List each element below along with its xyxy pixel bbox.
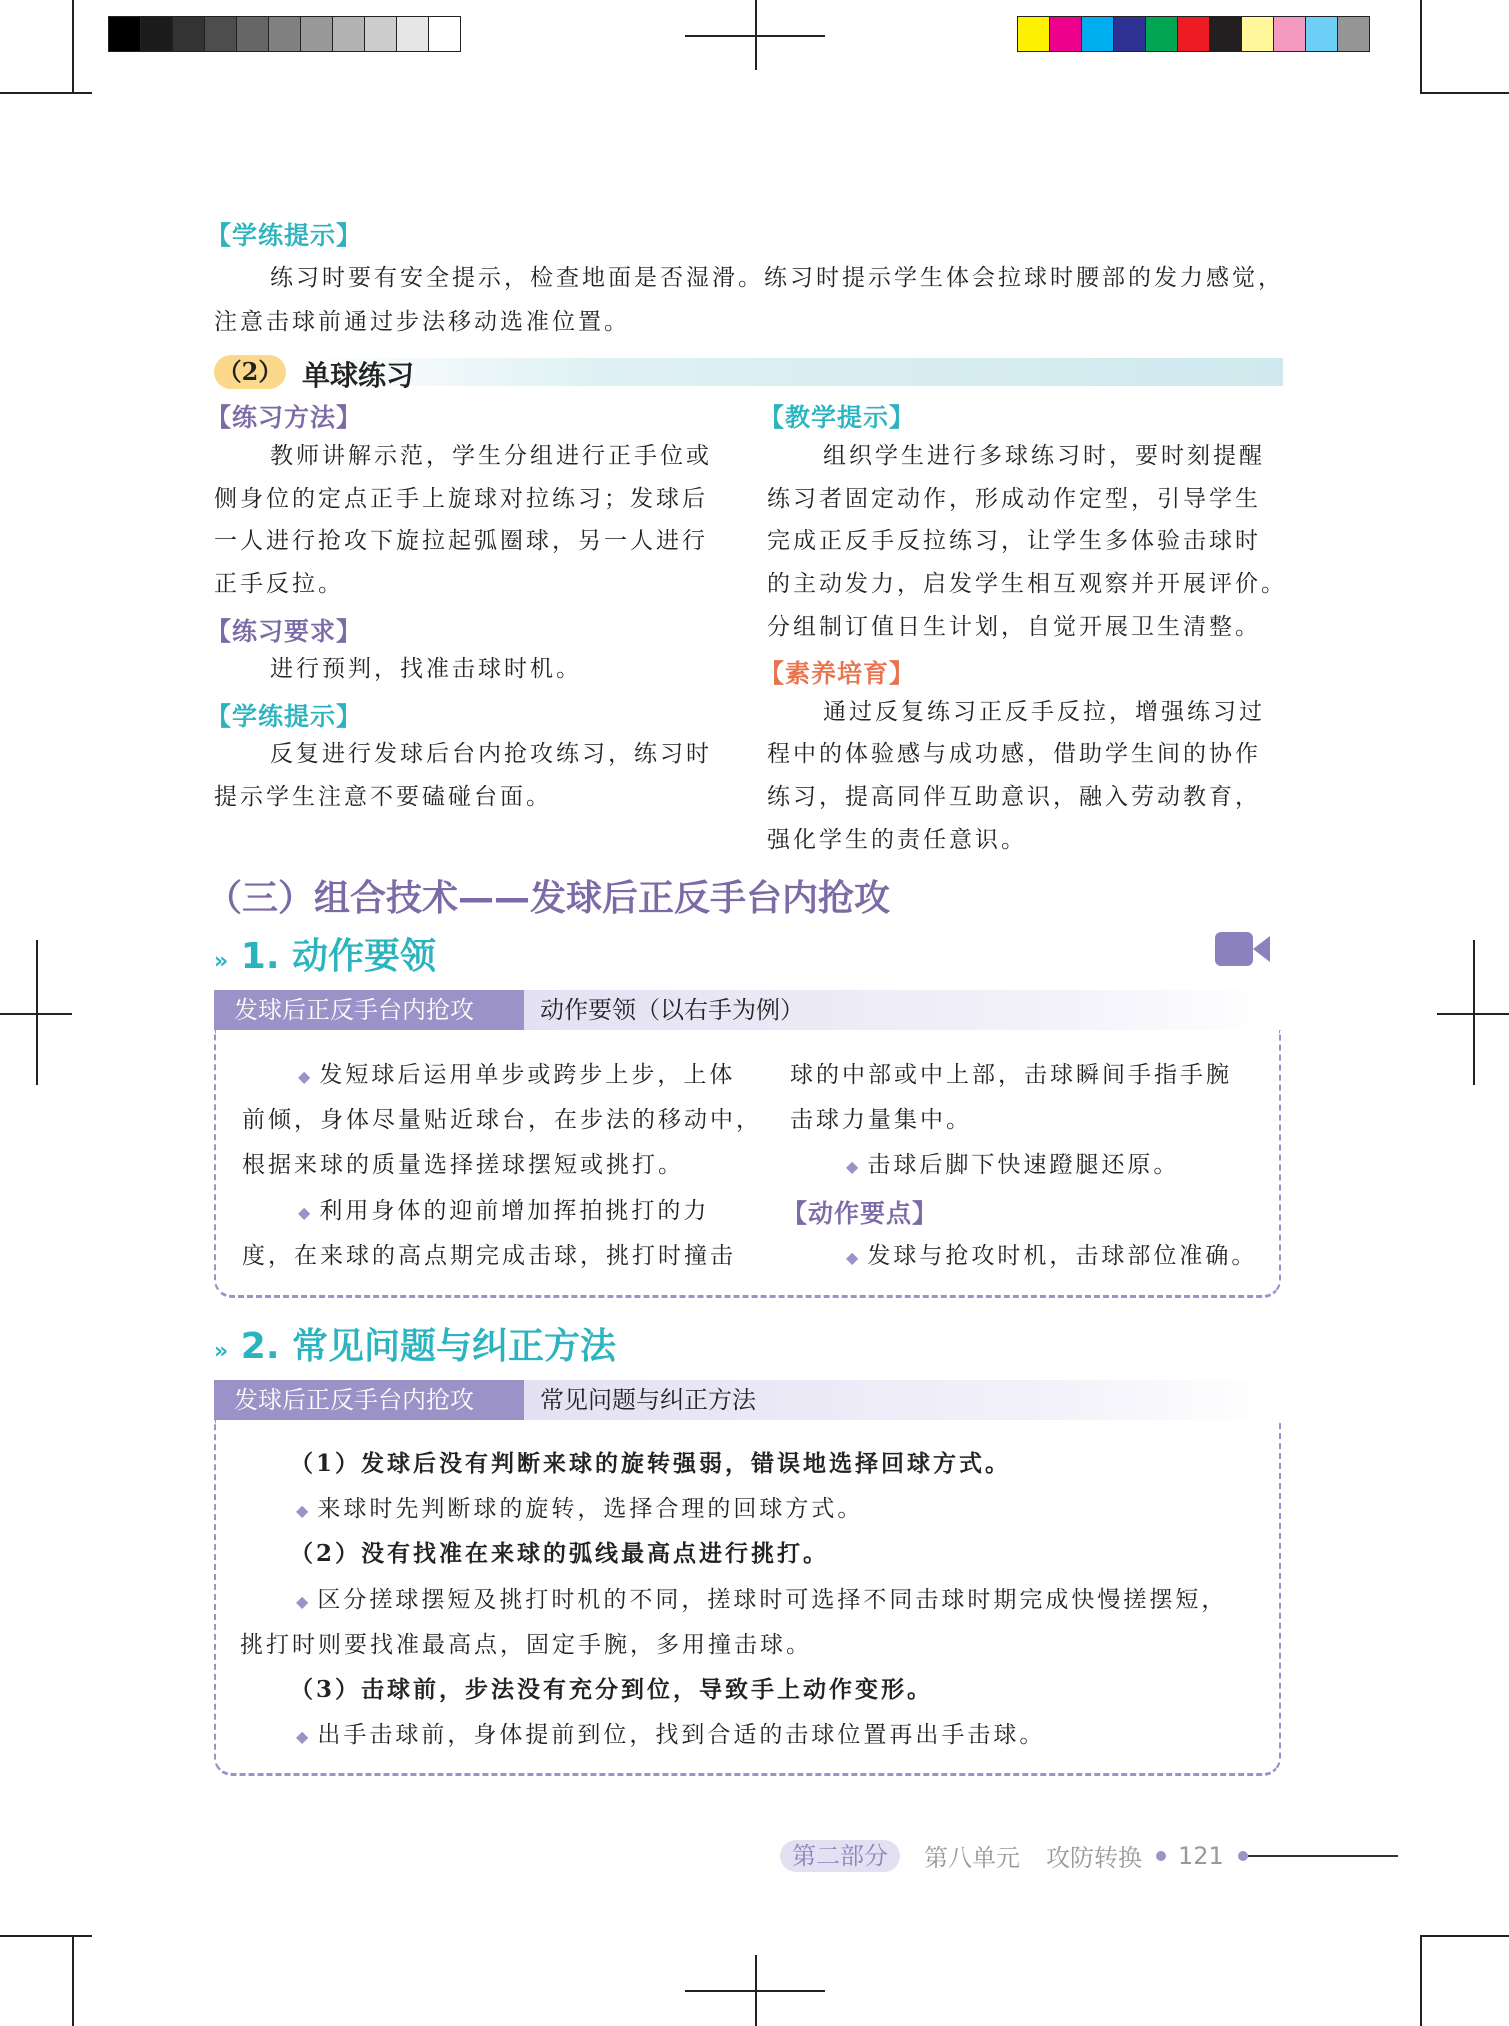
diamond-bullet-icon: ◆	[846, 1248, 862, 1267]
color-swatch	[1049, 16, 1082, 52]
color-swatch	[268, 16, 301, 52]
page-number: 121	[1178, 1841, 1224, 1870]
crop-mark	[1420, 1935, 1422, 2026]
footer-rule	[1248, 1855, 1398, 1857]
problem-line: （1）发球后没有判断来球的旋转强弱，错误地选择回球方式。	[290, 1450, 1012, 1477]
bullet-line	[296, 1494, 863, 1526]
color-calibration-bar	[1017, 16, 1369, 52]
color-swatch	[1241, 16, 1274, 52]
practice-requirement-label: 【练习要求】	[206, 617, 363, 646]
dot-icon	[1238, 1851, 1248, 1861]
part2-header-bar	[214, 1380, 1269, 1420]
diamond-bullet-icon: ◆	[846, 1157, 862, 1176]
subsection-number-badge: （2）	[214, 355, 286, 389]
color-swatch	[1305, 16, 1338, 52]
tip-label: 【学练提示】	[206, 221, 363, 250]
literacy-label: 【素养培育】	[759, 659, 916, 688]
teaching-tip-label: 【教学提示】	[759, 403, 916, 432]
text-line: 正手反拉。	[214, 571, 344, 597]
text-line: 分组制订值日生计划，自觉开展卫生清整。	[767, 614, 1261, 640]
text-line: 击球后脚下快速蹬腿还原。	[867, 1152, 1180, 1178]
crop-mark	[1420, 1935, 1509, 1937]
text-line: 的主动发力，启发学生相互观察并开展评价。	[767, 571, 1287, 597]
crop-mark	[685, 1990, 825, 1992]
bullet-line	[296, 1585, 1227, 1617]
footer-topic: 攻防转换	[1046, 1844, 1142, 1872]
header-tag: 发球后正反手台内抢攻	[214, 990, 524, 1030]
color-swatch	[236, 16, 269, 52]
bullet-line	[296, 1720, 1045, 1752]
tip-label: 【学练提示】	[206, 702, 363, 731]
subsection-banner	[300, 358, 1283, 386]
text-line: 度，在来球的高点期完成击球，挑打时撞击	[242, 1243, 736, 1269]
part1-heading	[214, 928, 436, 979]
text-line: 一人进行抢攻下旋拉起弧圈球，另一人进行	[214, 528, 708, 554]
text-line: 强化学生的责任意识。	[767, 827, 1027, 853]
text-line: 击球力量集中。	[790, 1107, 972, 1133]
header-title: 常见问题与纠正方法	[540, 1386, 756, 1414]
color-swatch	[1081, 16, 1114, 52]
subsection-title: 单球练习	[302, 359, 415, 392]
text-line: 利用身体的迎前增加挥拍挑打的力	[319, 1198, 710, 1224]
color-swatch	[172, 16, 205, 52]
tip-text-line: 注意击球前通过步法移动选准位置。	[214, 309, 630, 335]
footer-unit: 第八单元	[924, 1844, 1020, 1872]
double-chevron-icon: »	[214, 1339, 229, 1364]
color-swatch	[396, 16, 429, 52]
footer-part-badge: 第二部分	[780, 1840, 900, 1872]
crop-mark	[72, 0, 74, 92]
diamond-bullet-icon: ◆	[298, 1203, 314, 1222]
color-swatch	[1273, 16, 1306, 52]
diamond-bullet-icon: ◆	[296, 1727, 312, 1746]
color-swatch	[1145, 16, 1178, 52]
text-line: 练习者固定动作，形成动作定型，引导学生	[767, 486, 1261, 512]
text-line: 提示学生注意不要磕碰台面。	[214, 784, 552, 810]
bullet-line	[846, 1241, 1257, 1273]
color-swatch	[1177, 16, 1210, 52]
part2-heading-text: 2. 常见问题与纠正方法	[240, 1326, 617, 1367]
text-line: 区分搓球摆短及挑打时机的不同，搓球时可选择不同击球时期完成快慢搓摆短，	[317, 1587, 1228, 1613]
key-points-label: 【动作要点】	[782, 1199, 939, 1228]
crop-mark	[1420, 92, 1509, 94]
text-line: 挑打时则要找准最高点，固定手腕，多用撞击球。	[240, 1632, 812, 1658]
problem-line: （2）没有找准在来球的弧线最高点进行挑打。	[290, 1540, 830, 1567]
crop-mark	[685, 35, 825, 37]
color-swatch	[364, 16, 397, 52]
bullet-line	[846, 1150, 1179, 1182]
text-line: 练习，提高同伴互助意识，融入劳动教育，	[767, 784, 1261, 810]
double-chevron-icon: »	[214, 949, 229, 974]
color-swatch	[1337, 16, 1370, 52]
header-tag: 发球后正反手台内抢攻	[214, 1380, 524, 1420]
text-line: 通过反复练习正反手反拉，增强练习过	[823, 699, 1265, 725]
diamond-bullet-icon: ◆	[296, 1592, 312, 1611]
header-title: 动作要领（以右手为例）	[540, 996, 804, 1024]
color-swatch	[1209, 16, 1242, 52]
crop-mark	[0, 1935, 92, 1937]
text-line: 反复进行发球后台内抢攻练习，练习时	[270, 741, 712, 767]
color-swatch	[204, 16, 237, 52]
part1-header-bar	[214, 990, 1269, 1030]
crop-mark	[72, 1935, 74, 2026]
text-line: 程中的体验感与成功感，借助学生间的协作	[767, 741, 1261, 767]
crop-mark	[0, 92, 92, 94]
bullet-line	[298, 1196, 709, 1228]
text-line: 前倾，身体尽量贴近球台，在步法的移动中，	[242, 1107, 762, 1133]
color-swatch	[428, 16, 461, 52]
text-line: 侧身位的定点正手上旋球对拉练习；发球后	[214, 486, 708, 512]
color-swatch	[332, 16, 365, 52]
text-line: 发球与抢攻时机，击球部位准确。	[867, 1243, 1258, 1269]
video-camera-icon[interactable]	[1215, 932, 1270, 966]
color-swatch	[300, 16, 333, 52]
text-line: 教师讲解示范，学生分组进行正手位或	[270, 443, 712, 469]
text-line: 根据来球的质量选择搓球摆短或挑打。	[242, 1152, 684, 1178]
practice-method-label: 【练习方法】	[206, 403, 363, 432]
bullet-line	[298, 1060, 735, 1092]
text-line: 球的中部或中上部，击球瞬间手指手腕	[790, 1062, 1232, 1088]
grayscale-calibration-bar	[108, 16, 460, 52]
page-footer	[780, 1838, 1398, 1873]
tip-text-line: 练习时要有安全提示，检查地面是否湿滑。练习时提示学生体会拉球时腰部的发力感觉，	[270, 265, 1284, 291]
color-swatch	[1017, 16, 1050, 52]
diamond-bullet-icon: ◆	[296, 1501, 312, 1520]
text-line: 完成正反手反拉练习，让学生多体验击球时	[767, 528, 1261, 554]
crop-mark	[0, 1013, 72, 1015]
text-line: 来球时先判断球的旋转，选择合理的回球方式。	[317, 1496, 864, 1522]
text-line: 发短球后运用单步或跨步上步，上体	[319, 1062, 736, 1088]
text-line: 组织学生进行多球练习时，要时刻提醒	[823, 443, 1265, 469]
color-swatch	[140, 16, 173, 52]
part2-heading	[214, 1318, 616, 1369]
color-swatch	[1113, 16, 1146, 52]
crop-mark	[1420, 0, 1422, 92]
section-title: （三）组合技术——发球后正反手台内抢攻	[206, 878, 891, 919]
color-swatch	[108, 16, 141, 52]
dot-icon	[1156, 1851, 1166, 1861]
diamond-bullet-icon: ◆	[298, 1067, 314, 1086]
problem-line: （3）击球前，步法没有充分到位，导致手上动作变形。	[290, 1676, 934, 1703]
crop-mark	[1437, 1013, 1509, 1015]
part1-heading-text: 1. 动作要领	[240, 936, 437, 977]
text-line: 出手击球前，身体提前到位，找到合适的击球位置再出手击球。	[317, 1722, 1046, 1748]
text-line: 进行预判，找准击球时机。	[270, 656, 582, 682]
